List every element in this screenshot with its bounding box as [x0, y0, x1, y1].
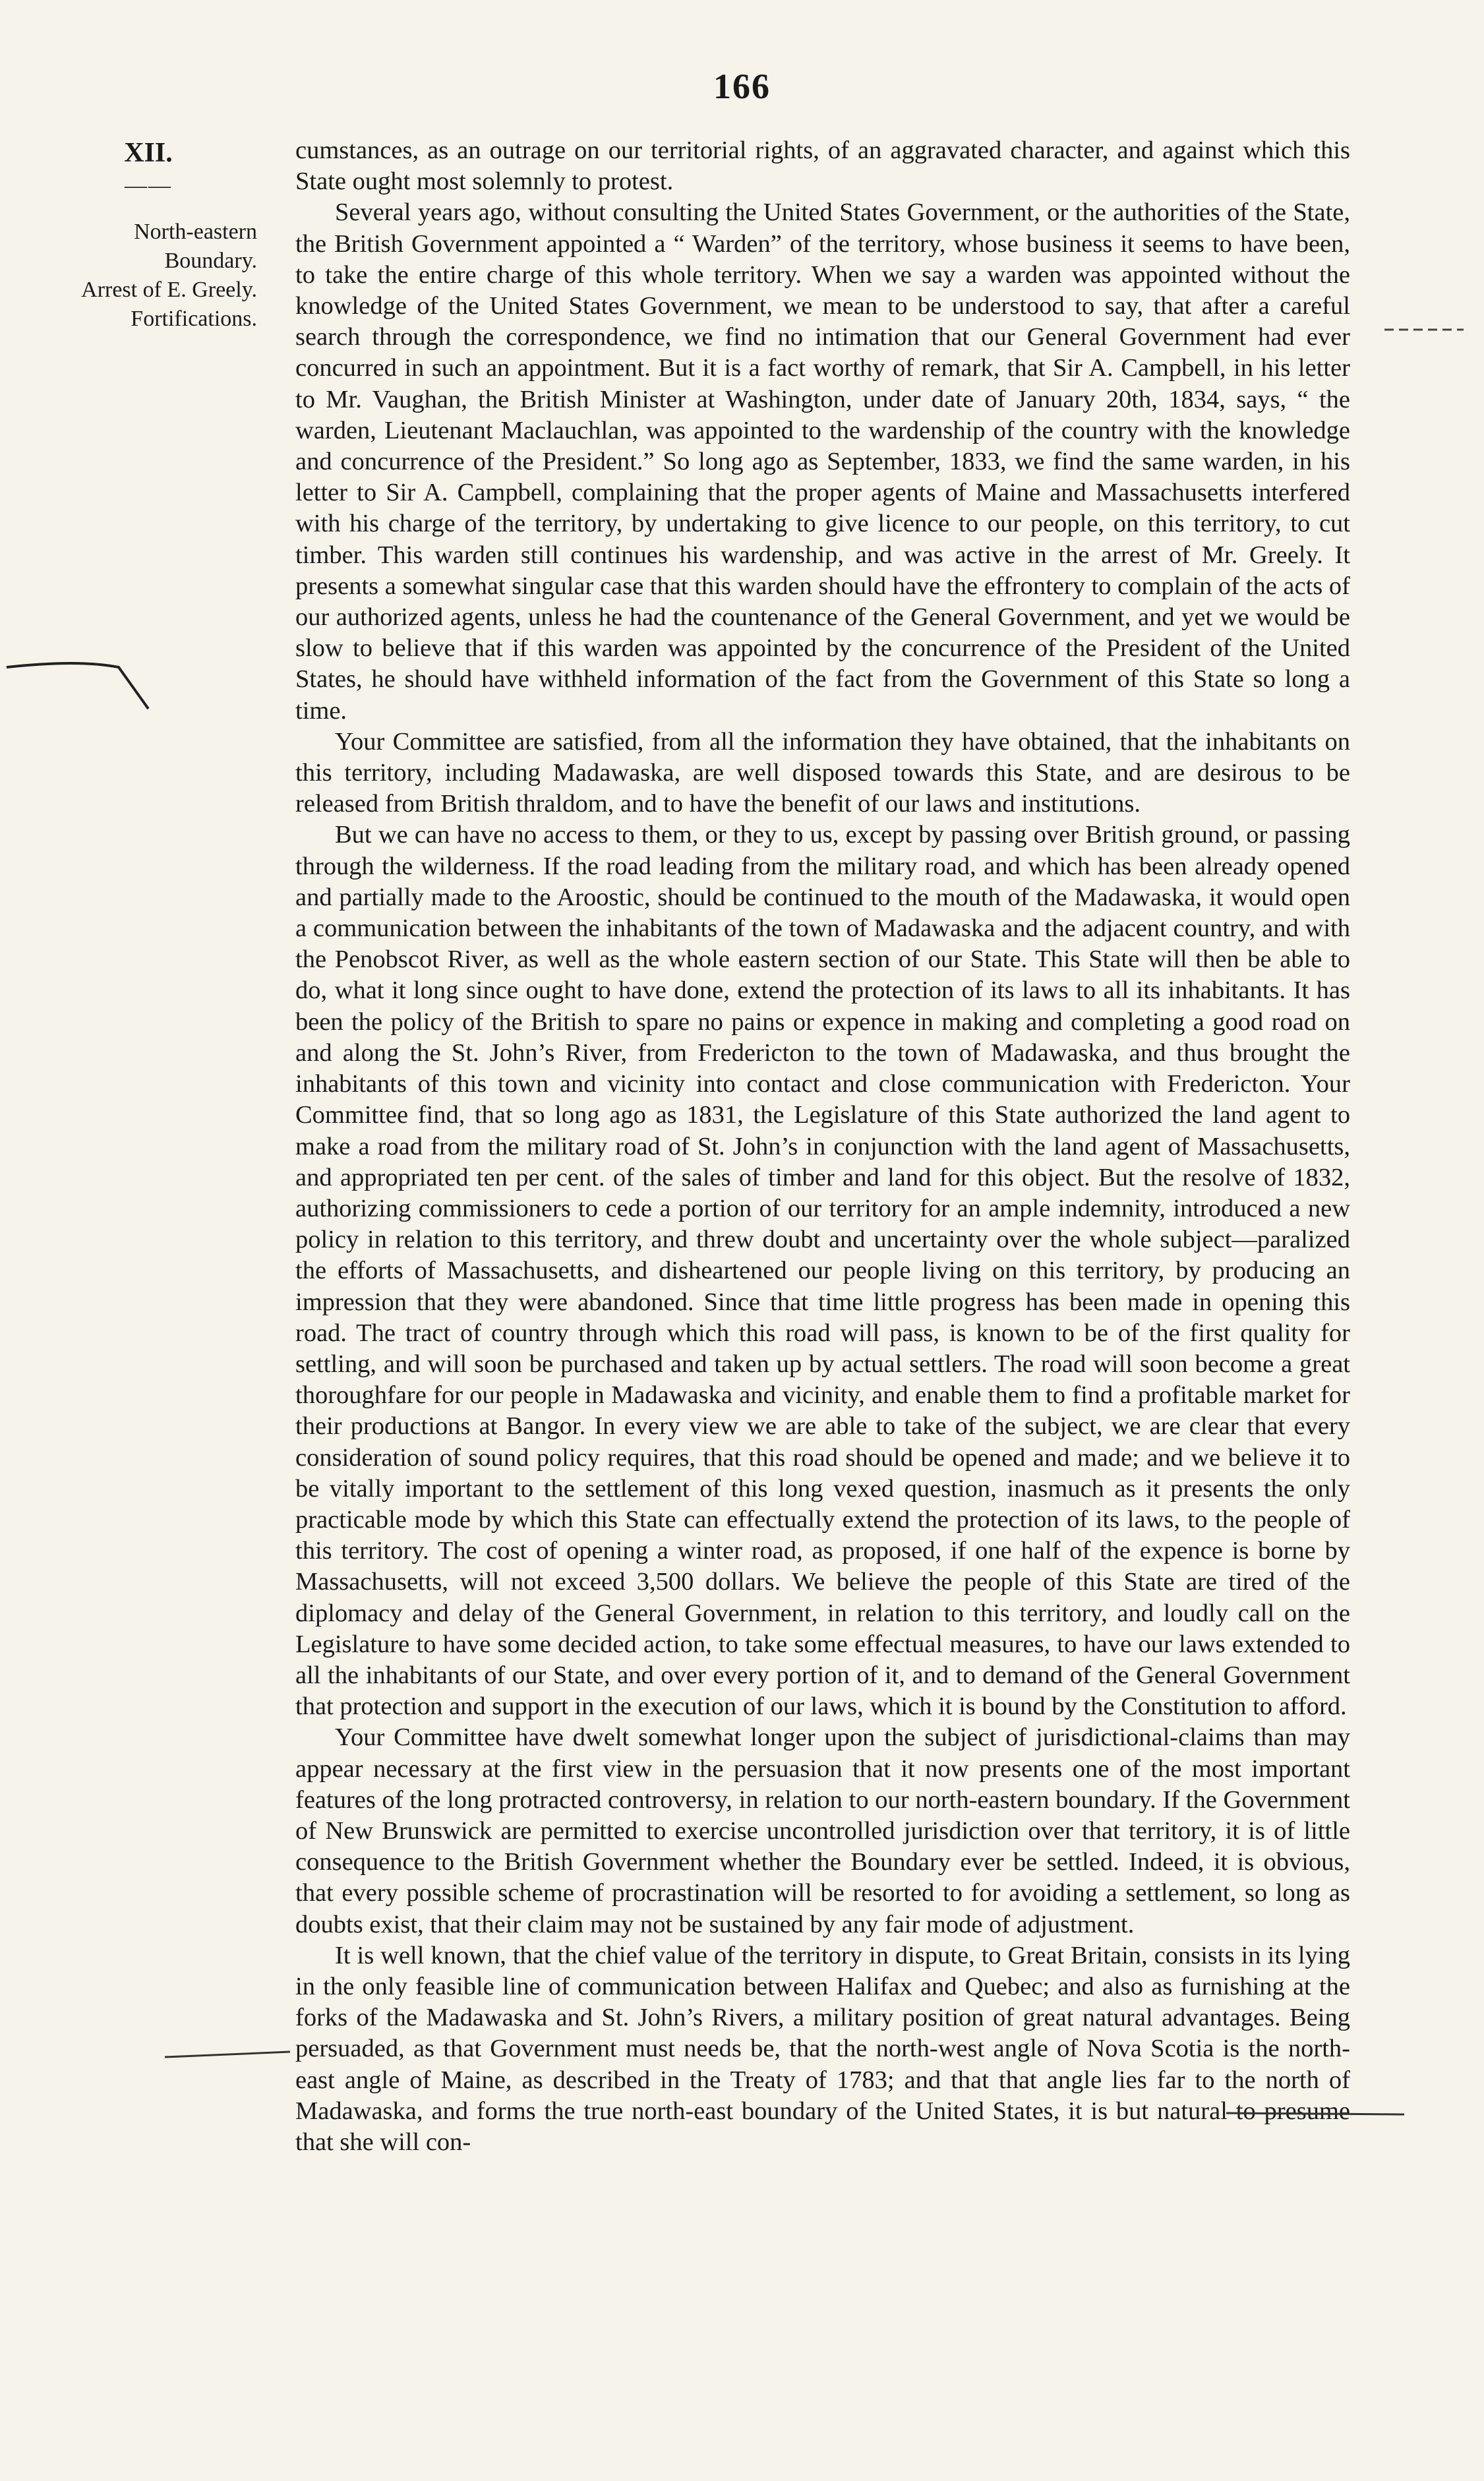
paragraph-2: Several years ago, without consulting the United States Government, or the authorities of the State, the British Government appointed a “ Warden” of the territory, whose business it seems to have been, to take the entire charge of this whole territory. When we say a warden was appointed without the knowledge of the United States Government, we mean to be understood to say, that after a careful search through the correspondence, we find no intimation that our General Government had ever concurred in such an appointment. But it is a fact worthy of remark, that Sir A. Campbell, in his letter to Mr. Vaughan, the British Minister at Washington, under date of January 20th, 1834, says, “ the warden, Lieutenant Maclauchlan, was appointed to the wardenship of the country with the knowledge and concurrence of the President.” So long ago as September, 1833, we find the same warden, in his letter to Sir A. Campbell, complaining that the proper agents of Maine and Massachusetts interfered with his charge of the territory, by undertaking to give licence to our people, on this territory, to cut timber. This warden still continues his wardenship, and was active in the arrest of Mr. Greely. It presents a somewhat singular case that this warden should have the effrontery to complain of the acts of our authorized agents, unless he had the countenance of the General Government, and yet we would be slow to believe that if this warden was appointed by the concurrence of the President of the United States, he should have withheld information of the fact from the Government of this State so long a time. — [295, 198, 1350, 725]
margin-hook-mark — [7, 663, 148, 709]
paragraph-3: Your Committee are satisfied, from all the information they have obtained, that the inhabitants on this territory, including Madawaska, are well disposed towards this State, and are desirous to be released from British thraldom, and to have the benefit of our laws and institutions. — [295, 727, 1350, 818]
section-rule: —— — [125, 173, 172, 198]
margin-note-north-eastern: North-eastern — [134, 220, 257, 244]
margin-note-boundary: Boundary. — [164, 249, 257, 273]
margin-note-arrest: Arrest of E. Greely. — [81, 278, 257, 302]
body-text — [295, 135, 1350, 2158]
margin-note-fortifications: Fortifications. — [131, 307, 257, 331]
paragraph-1: cumstances, as an outrage on our territorial rights, of an aggravated character, and against which this State ought most solemnly to protest. — [295, 136, 1350, 196]
paragraph-6: It is well known, that the chief value of the territory in dispute, to Great Britain, consists in its lying in the only feasible line of communication between Halifax and Quebec; and also as furnishing at the forks of the Madawaska and St. John’s Rivers, a military position of great natural advantages. Being persuaded, as that Government must needs be, that the north-west angle of Nova Scotia is the north-east angle of Maine, as described in the Treaty of 1783; and that that angle lies far to the north of Madawaska, and forms the true north-east boundary of the United States, it is but natural to presume that she will con- — [295, 1941, 1350, 2156]
underline-mark-procrastination — [165, 2052, 290, 2057]
page-number: 166 — [713, 67, 771, 106]
paragraph-4: But we can have no access to them, or they to us, except by passing over British ground, or passing through the wilderness. If the road leading from the military road, and which has been already opened and partially made to the Aroostic, should be continued to the mouth of the Madawaska, it would open a communication between the inhabitants of the town of Madawaska and the adjacent country, and with the Penobscot River, as well as the whole eastern section of our State. This State will then be able to do, what it long since ought to have done, extend the protection of its laws to all its inhabitants. It has been the policy of the British to spare no pains or expence in making and completing a good road on and along the St. John’s River, from Fredericton to the town of Madawaska, and thus brought the inhabitants of this town and vicinity into contact and close communication with Fredericton. Your Committee find, that so long ago as 1831, the Legislature of this State authorized the land agent to make a road from the military road of St. John’s in conjunction with the land agent of Massachusetts, and appropriated ten per cent. of the sales of timber and land for this object. But the resolve of 1832, authorizing commissioners to cede a portion of our territory for an ample indemnity, introduced a new policy in relation to this territory, and threw doubt and uncertainty over the whole subject—paralized the efforts of Massachusetts, and disheartened our people living on this territory, by producing an impression that they were abandoned. Since that time little progress has been made in opening this road. The tract of country through which this road will pass, is known to be of the first quality for settling, and will soon be purchased and taken up by actual settlers. The road will soon become a great thoroughfare for our people in Madawaska and vicinity, and enable them to find a profitable market for their productions at Bangor. In every view we are able to take of the subject, we are clear that every consideration of sound policy requires, that this road should be opened and made; and we believe it to be vitally important to the settlement of this long vexed question, inasmuch as it presents the only practicable mode by which this State can effectually extend the protection of its laws, to the people of this territory. The cost of opening a winter road, as proposed, if one half of the expence is borne by Massachusetts, will not exceed 3,500 dollars. We believe the people of this State are tired of the diplomacy and delay of the General Government, in relation to this territory, and loudly call on the Legislature to have some decided action, to take some effectual measures, to have our laws extended to all the inhabitants of our State, and over every portion of it, and to demand of the General Government that protection and support in the execution of our laws, which it is bound by the Constitution to afford. — [295, 821, 1350, 1721]
margin-notes — [40, 138, 257, 334]
section-number: XII. — [124, 138, 173, 168]
paragraph-5: Your Committee have dwelt somewhat longer upon the subject of jurisdictional-claims than may appear necessary at the first view in the persuasion that it now presents one of the most important features of the long protracted controversy, in relation to our north-eastern boundary. If the Government of New Brunswick are permitted to exercise uncontrolled jurisdiction over that territory, it is of little consequence to the British Government whether the Boundary ever be settled. Indeed, it is obvious, that every possible scheme of procrastination will be resorted to for avoiding a settlement, so long as doubts exist, that their claim may not be sustained by any fair mode of adjustment. — [295, 1723, 1350, 1938]
